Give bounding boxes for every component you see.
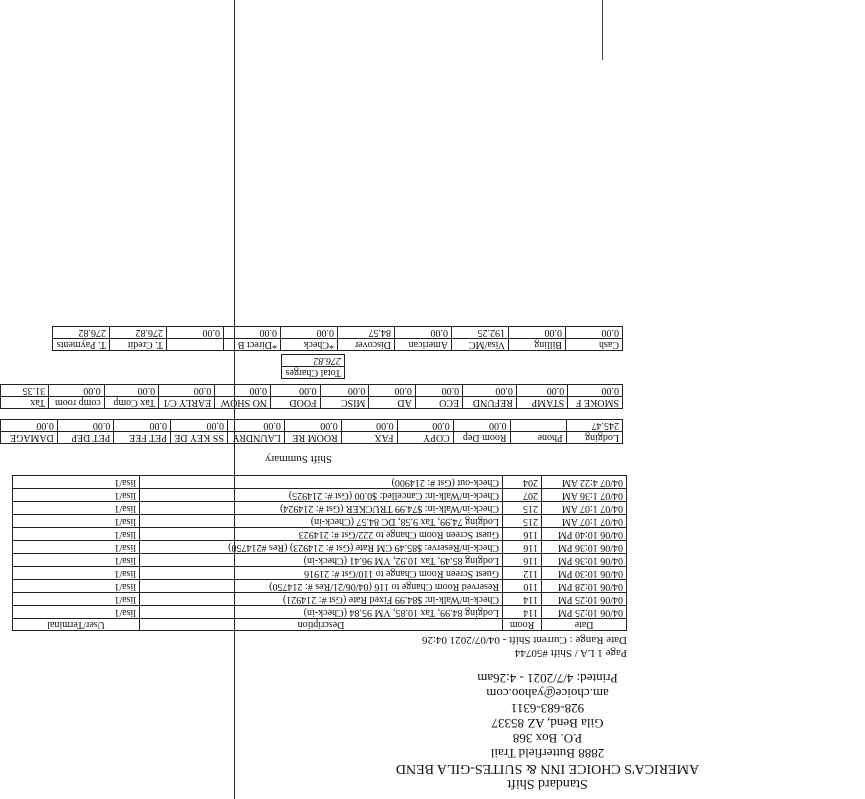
summary-value-cell: 0.00 <box>463 385 517 397</box>
shift-user-cell: lisa/1 <box>13 567 140 580</box>
shift-user-cell: lisa/1 <box>13 502 140 515</box>
summary-label-cell: FOOD <box>271 397 321 409</box>
shift-room-cell: 112 <box>503 567 542 580</box>
summary-values-row <box>1 385 623 397</box>
summary-value-cell: 276.82 <box>110 327 167 339</box>
summary-labels-row <box>53 339 623 351</box>
summary-label-cell: STAMP <box>516 397 567 409</box>
summary-value-cell: 0.00 <box>284 420 341 432</box>
shift-date-cell: 04/07 1:07 AM <box>542 515 627 528</box>
summary-value-cell: 0.00 <box>341 420 397 432</box>
shift-date-cell: 04/06 10:25 PM <box>542 593 627 606</box>
summary-label-cell: T. Credit <box>110 339 167 351</box>
summary-value-cell: 0.00 <box>397 420 453 432</box>
summary-label-cell: SMOKE F <box>568 397 623 409</box>
col-date: Date <box>542 619 627 631</box>
summary-label-cell: EARLY C/I <box>159 397 215 409</box>
summary-label-cell: ECO <box>415 397 462 409</box>
shift-description-cell: Guest Screen Room Change to 222/Gst #: 214923 <box>140 528 503 541</box>
shift-room-cell: 116 <box>503 528 542 541</box>
shift-description-cell: Reserved Room Change to 116 (04/06/21/Res #: 214750) <box>140 580 503 593</box>
shift-table-row <box>13 502 627 515</box>
shift-room-cell: 116 <box>503 554 542 567</box>
shift-table-header <box>13 619 627 631</box>
shift-description-cell: Check-in/Walk-in: Cancelled: $0.00 (Gst #: 214925) <box>140 489 503 502</box>
shift-room-cell: 215 <box>503 502 542 515</box>
hotel-name: AMERICA'S CHOICE INN & SUITES-GILA BEND <box>395 761 700 776</box>
shift-user-cell: lisa/1 <box>13 528 140 541</box>
shift-description-cell: Lodging 74.99, Tax 9.58, DC 84.57 (Check-in) <box>140 515 503 528</box>
summary-label-cell: American <box>395 339 452 351</box>
summary-value-cell: 0.00 <box>568 385 623 397</box>
shift-table-row <box>13 593 627 606</box>
summary-value-cell: 0.00 <box>224 327 281 339</box>
shift-table-row <box>13 541 627 554</box>
shift-date-cell: 04/07 4:22 AM <box>542 476 627 489</box>
shift-date-cell: 04/06 10:40 PM <box>542 528 627 541</box>
summary-label-cell: Room Dep <box>453 432 510 444</box>
summary-values-row <box>1 420 623 432</box>
shift-user-cell: lisa/1 <box>13 476 140 489</box>
summary-value-cell: 0.00 <box>281 327 338 339</box>
summary-value-cell: 0.00 <box>215 385 271 397</box>
summary-value-cell: 0.00 <box>453 420 510 432</box>
summary-labels-row <box>1 397 623 409</box>
shift-table-row <box>13 476 627 489</box>
shift-date-cell: 04/06 10:36 PM <box>542 554 627 567</box>
summary-label-cell: LAUNDRY <box>227 432 284 444</box>
summary-label-cell <box>167 339 224 351</box>
shift-description-cell: Check-in/Reserve: $85.49 CM Rate (Gst #: 214923) (Res #214750) <box>140 541 503 554</box>
summary-labels-row <box>1 432 623 444</box>
summary-value-cell: 0.00 <box>227 420 284 432</box>
shift-user-cell: lisa/1 <box>13 593 140 606</box>
shift-table-row <box>13 528 627 541</box>
summary-table-misc <box>0 384 623 409</box>
summary-value-cell: 84.57 <box>338 327 395 339</box>
total-charges-label: Total Charges <box>282 367 345 379</box>
summary-value-cell: 276.82 <box>53 327 110 339</box>
shift-user-cell: lisa/1 <box>13 541 140 554</box>
shift-table-body <box>13 476 627 619</box>
summary-value-cell: 0.00 <box>49 385 105 397</box>
hotel-phone: 928-683-6311 <box>510 701 585 716</box>
address-line-2: P.O. Box 368 <box>512 731 583 746</box>
summary-value-cell: 0.00 <box>170 420 227 432</box>
summary-table-charges <box>0 419 623 444</box>
summary-label-cell: PET DEP <box>57 432 114 444</box>
address-city: Gila Bend, AZ 85337 <box>491 716 604 731</box>
shift-room-cell: 215 <box>503 515 542 528</box>
summary-label-cell: Cash <box>566 339 623 351</box>
summary-value-cell: 0.00 <box>1 420 58 432</box>
summary-table-payments <box>52 326 623 351</box>
summary-value-cell: 0.00 <box>104 385 158 397</box>
summary-value-cell: 0.00 <box>57 420 114 432</box>
summary-value-cell: 0.00 <box>369 385 415 397</box>
summary-label-cell: Discover <box>338 339 395 351</box>
col-description: Description <box>140 619 503 631</box>
shift-date-cell: 04/06 10:25 PM <box>542 606 627 619</box>
shift-table <box>12 475 627 631</box>
summary-label-cell: ROOM RE <box>284 432 341 444</box>
report-header <box>230 671 865 791</box>
shift-user-cell: lisa/1 <box>13 515 140 528</box>
summary-value-cell: 0.00 <box>566 327 623 339</box>
summary-label-cell: REFUND <box>463 397 517 409</box>
summary-value-cell: 245.47 <box>566 420 622 432</box>
shift-date-cell: 04/06 10:30 PM <box>542 567 627 580</box>
summary-value-cell: 31.35 <box>1 385 49 397</box>
total-charges-value: 276.82 <box>282 355 345 367</box>
summary-value-cell: 0.00 <box>395 327 452 339</box>
hotel-email: am.choice@yahoo.com <box>486 686 609 701</box>
summary-value-cell: 0.00 <box>320 385 369 397</box>
summary-label-cell: Billing <box>509 339 566 351</box>
shift-description-cell: Guest Screen Room Change to 110/Gst #: 21916 <box>140 567 503 580</box>
summary-label-cell: MISC <box>320 397 369 409</box>
summary-label-cell: NO SHOW <box>215 397 271 409</box>
shift-table-row <box>13 567 627 580</box>
shift-room-cell: 110 <box>503 580 542 593</box>
summary-label-cell: Tax <box>1 397 49 409</box>
shift-user-cell: lisa/1 <box>13 489 140 502</box>
total-charges-box <box>282 354 346 379</box>
shift-date-cell: 04/06 10:28 PM <box>542 580 627 593</box>
shift-table-row <box>13 580 627 593</box>
printed-date: Printed: 4/7/2021 - 4:26am <box>477 671 618 686</box>
summary-label-cell: *Check <box>281 339 338 351</box>
col-user: User/Terminal <box>13 619 140 631</box>
address-line-1: 2888 Butterfield Trail <box>490 746 605 761</box>
summary-values-row <box>53 327 623 339</box>
shift-description-cell: Lodging 84.99, Tax 10.85, VM 95.84 (Check-in) <box>140 606 503 619</box>
summary-value-cell: 0.00 <box>509 327 566 339</box>
summary-label-cell: FAX <box>341 432 397 444</box>
page-info: Page 1 LA / Shift #50744 <box>514 647 627 659</box>
summary-value-cell: 192.25 <box>452 327 509 339</box>
shift-table-row <box>13 606 627 619</box>
col-room: Room <box>503 619 542 631</box>
shift-user-cell: lisa/1 <box>13 580 140 593</box>
report-title: Standard Shift <box>507 776 588 791</box>
summary-label-cell: Lodging <box>566 432 622 444</box>
date-range: Date Range : Current Shift - 04/07/2021 04:26 <box>422 634 627 646</box>
summary-value-cell: 0.00 <box>415 385 462 397</box>
shift-user-cell: lisa/1 <box>13 606 140 619</box>
summary-label-cell: DAMAGE <box>1 432 58 444</box>
shift-description-cell: Check-out (Gst #: 214900) <box>140 476 503 489</box>
summary-label-cell: COPY <box>397 432 453 444</box>
shift-table-row <box>13 515 627 528</box>
summary-label-cell: comp room <box>49 397 105 409</box>
summary-label-cell: Phone <box>510 432 566 444</box>
summary-value-cell: 0.00 <box>167 327 224 339</box>
summary-label-cell: SS KEY DE <box>170 432 227 444</box>
summary-value-cell: 0.00 <box>114 420 171 432</box>
shift-user-cell: lisa/1 <box>13 554 140 567</box>
summary-label-cell: Visa/MC <box>452 339 509 351</box>
summary-value-cell: 0.00 <box>159 385 215 397</box>
shift-room-cell: 114 <box>503 593 542 606</box>
shift-description-cell: Check-in/Walk-in: $84.99 Fixed Rate (Gst #: 214921) <box>140 593 503 606</box>
shift-table-row <box>13 489 627 502</box>
summary-label-cell: PET FEE <box>114 432 171 444</box>
shift-room-cell: 114 <box>503 606 542 619</box>
shift-date-cell: 04/07 1:07 AM <box>542 502 627 515</box>
summary-label-cell: *Direct B <box>224 339 281 351</box>
shift-description-cell: Check-in/Walk-in: $74.99 TRUCKER (Gst #: 214924) <box>140 502 503 515</box>
shift-room-cell: 116 <box>503 541 542 554</box>
summary-label-cell: T. Payments <box>53 339 110 351</box>
shift-date-cell: 04/07 1:36 AM <box>542 489 627 502</box>
summary-value-cell: 0.00 <box>271 385 321 397</box>
summary-value-cell: 0.00 <box>516 385 567 397</box>
summary-label-cell: Tax Comp <box>104 397 158 409</box>
summary-value-cell <box>510 420 566 432</box>
shift-date-cell: 04/06 10:36 PM <box>542 541 627 554</box>
shift-description-cell: Lodging 85.49, Tax 10.92, VM 96.41 (Check-in) <box>140 554 503 567</box>
shift-room-cell: 207 <box>503 489 542 502</box>
summary-label-cell: AD <box>369 397 415 409</box>
shift-room-cell: 204 <box>503 476 542 489</box>
shift-table-row <box>13 554 627 567</box>
shift-summary-title: Shift Summary <box>265 453 332 465</box>
